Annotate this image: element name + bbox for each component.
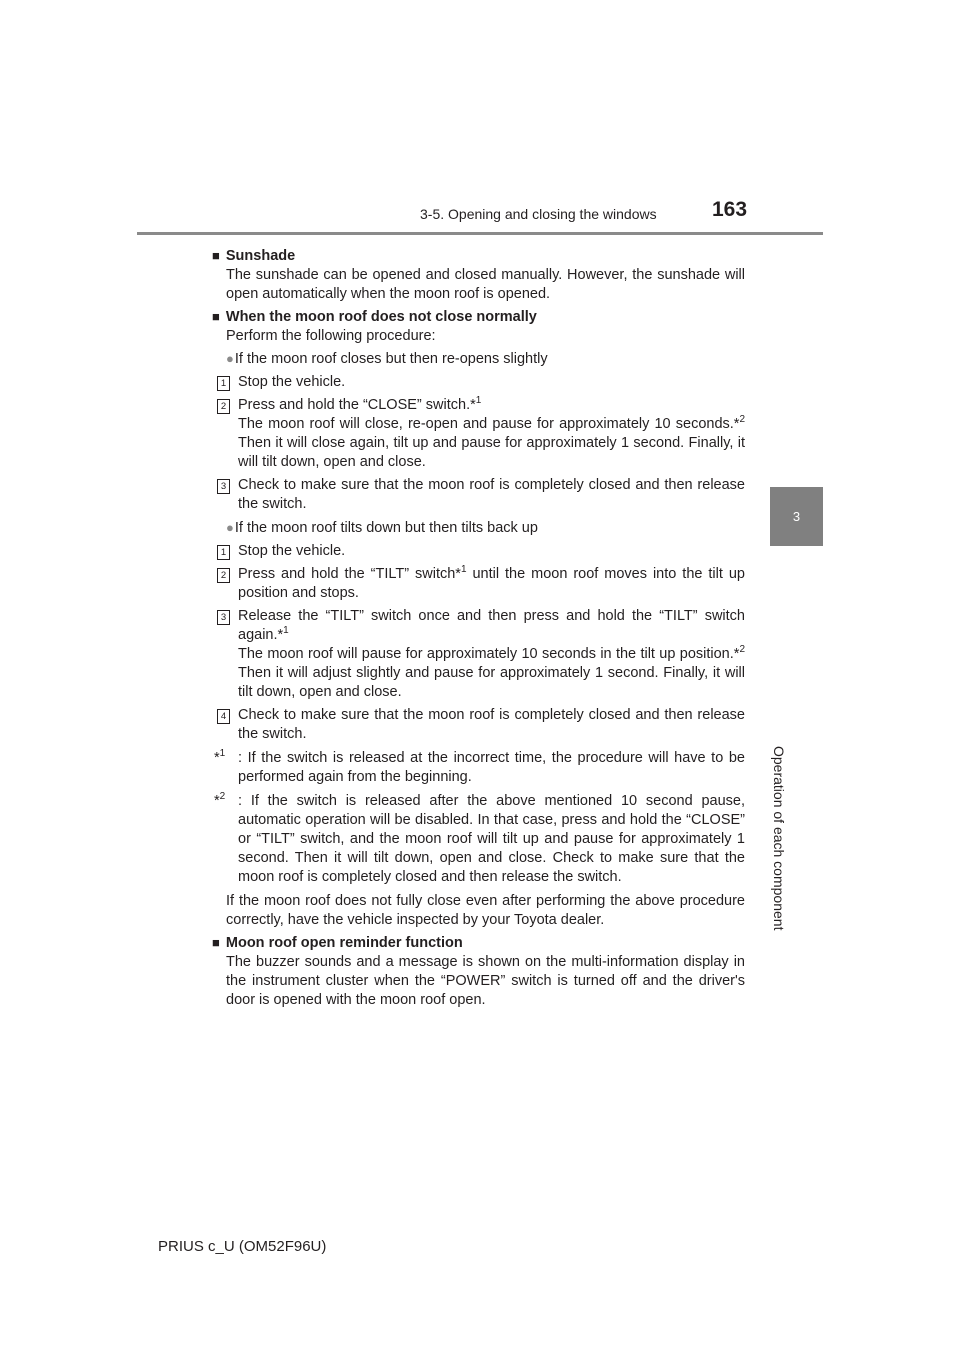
- square-bullet-icon: ■: [212, 309, 220, 324]
- step-item: 3 Check to make sure that the moon roof is completely closed and then release the switch.: [212, 476, 745, 514]
- section-heading-sunshade: ■ Sunshade: [212, 248, 296, 264]
- step-number-badge: 3: [217, 610, 230, 625]
- step-number-badge: 4: [217, 709, 230, 724]
- section-heading-not-close: ■ When the moon roof does not close normally: [212, 309, 537, 325]
- square-bullet-icon: ■: [212, 935, 220, 950]
- paragraph-sunshade: The sunshade can be opened and closed manually. However, the sunshade will open automatically when the moon roof is opened.: [226, 267, 745, 302]
- circle-bullet-icon: ●: [226, 520, 234, 535]
- step-number-badge: 1: [217, 545, 230, 560]
- page-content: [212, 243, 745, 1013]
- header-section-title: 3-5. Opening and closing the windows: [420, 206, 657, 222]
- square-bullet-icon: ■: [212, 248, 220, 263]
- step-number-badge: 2: [217, 399, 230, 414]
- step-item: 4 Check to make sure that the moon roof is completely closed and then release the switch.: [212, 706, 745, 744]
- section-heading-reminder: ■ Moon roof open reminder function: [212, 935, 463, 951]
- step-item: 1 Stop the vehicle.: [212, 373, 745, 392]
- step-number-badge: 2: [217, 568, 230, 583]
- chapter-tab-label: Operation of each component: [771, 746, 787, 931]
- circle-bullet-icon: ●: [226, 351, 234, 366]
- paragraph-intro: Perform the following procedure:: [226, 328, 436, 344]
- header-divider: [137, 232, 823, 235]
- paragraph-closing: If the moon roof does not fully close even after performing the above procedure correctly, have the vehicle inspected by your Toyota dealer.: [226, 893, 745, 928]
- step-item: 2 Press and hold the “TILT” switch*$^1$ until the moon roof moves into the tilt up position and stops.: [212, 565, 745, 603]
- footnote-2: *$^2$ : If the switch is released after the above mentioned 10 second pause, automatic operation will be disabled. In that case, press and hold the “CLOSE” or “TILT” switch, and the moon roof will tilt up and pause for approximately 1 second. Then it will tilt down, open and close. Check to make sure that the moon roof is completely closed and then release the switch.: [214, 791, 745, 885]
- step-item: 2 Press and hold the “CLOSE” switch.*$^1$ The moon roof will close, re-open and pause for approximately 10 seconds.*$^2$ Then it will close again, tilt up and pause for approximately 1 second. Finally, it will tilt down, open and close.: [212, 396, 745, 472]
- step-item: 3 Release the “TILT” switch once and then press and hold the “TILT” switch again.*$^1$ The moon roof will pause for approximately 10 seconds in the tilt up position.*$^2$ Then it will adjust slightly and pause for approximately 1 second. Finally, it will tilt down, open and close.: [212, 607, 745, 702]
- footnote-1: *$^1$ : If the switch is released at the incorrect time, the procedure will have to be performed again from the beginning.: [214, 748, 745, 785]
- footer-model-code: PRIUS c_U (OM52F96U): [158, 1238, 327, 1255]
- step-item: 1 Stop the vehicle.: [212, 542, 745, 561]
- chapter-tab: 3: [770, 487, 823, 546]
- step-number-badge: 1: [217, 376, 230, 391]
- case-bullet: ●If the moon roof closes but then re-opens slightly: [226, 351, 548, 367]
- step-number-badge: 3: [217, 479, 230, 494]
- page-number: 163: [712, 198, 748, 221]
- case-bullet: ●If the moon roof tilts down but then tilts back up: [226, 520, 538, 536]
- paragraph-reminder: The buzzer sounds and a message is shown on the multi-information display in the instrument cluster when the “POWER” switch is turned off and the driver's door is opened with the moon roof open.: [226, 954, 745, 1008]
